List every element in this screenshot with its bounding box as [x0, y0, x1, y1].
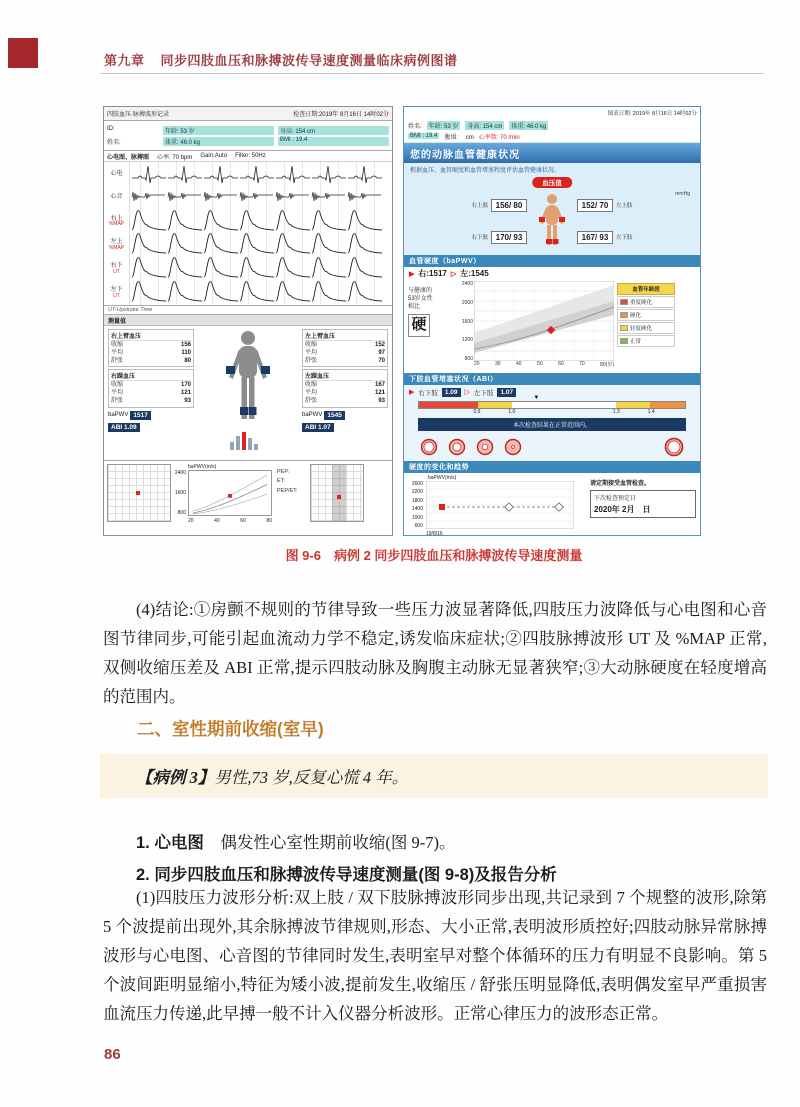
- bp-unit: mmHg: [675, 191, 690, 197]
- section-heading: 二、室性期前收缩(室早): [137, 719, 324, 739]
- waveform-traces: [130, 162, 392, 304]
- abi-right-label: 右下肢: [418, 389, 438, 397]
- next-exam-info: [590, 475, 696, 533]
- abi-result-note: 本次检查结果在正常范围内。: [418, 418, 686, 431]
- case-text: 男性,73 岁,反复心慌 4 年。: [214, 768, 409, 787]
- measurements-section: [104, 315, 392, 461]
- name-label: 姓名:: [408, 123, 422, 130]
- wave-label-left-arm: 左上: [110, 239, 123, 246]
- abi-section-title: 下肢血管堵塞状况（ABI）: [404, 373, 700, 385]
- bapwv-left-value: 1545: [324, 411, 344, 420]
- wave-label-ecg: 心电: [110, 170, 123, 177]
- waveform-labels: 心电 心音 右上 %MAP 左上 %MAP 右下 UT 左下 UT: [104, 162, 130, 305]
- page-number: 86: [104, 1046, 121, 1063]
- abi-left-label: 左下肢: [473, 389, 494, 397]
- abi-right-value: 1.09: [442, 388, 461, 397]
- case-label: 【病例 3】: [136, 768, 215, 787]
- gain-setting: Gain:Auto: [200, 153, 228, 159]
- case-3-box: [100, 754, 768, 798]
- mini-grid-chart-2: [310, 464, 364, 522]
- legend-chip: [620, 338, 628, 344]
- vessel-icon: [448, 438, 466, 456]
- weight-value: 体重: 46.0 kg: [163, 137, 274, 146]
- bp-left-arm-block: 左上臂血压 收缩 152 平均 97 舒张 70: [302, 329, 388, 367]
- wave-section-header: [104, 151, 392, 162]
- report-date: 图表日期: 2019年 8月16日 14时02分: [607, 111, 697, 117]
- vessel-icon: [504, 438, 522, 456]
- abi-left-value: ABI 1.07: [302, 423, 334, 432]
- bp-left-arm: 152/ 70 左上肢: [577, 199, 692, 212]
- left-patient-info: [104, 121, 392, 151]
- trend-section: [404, 461, 700, 535]
- vessel-icon: [476, 438, 494, 456]
- bapwv-right: 右:1517: [418, 269, 447, 278]
- bp-left-ankle-block: 左踝血压 收缩 167 平均 121 舒张 93: [302, 369, 388, 407]
- figure-caption: 图 9-6 病例 2 同步四肢血压和脉搏波传导速度测量: [285, 548, 583, 563]
- abi-section: 下肢血管堵塞状况（ABI） ▶ 右下肢 1.09 ▷ 左下肢 1.07 ▼ 0.9 1.0 1.3 1.4 本次检查结果在正常范围内。: [404, 373, 700, 461]
- bp-right-arm: 右上肢 156/ 80: [412, 199, 527, 212]
- body-figure: [219, 329, 277, 425]
- device-report-left: [103, 106, 393, 536]
- wave-label-pcg: 心音: [110, 194, 123, 201]
- bapwv-label: baPWV: [108, 412, 129, 419]
- exam-date: 检查日期:2019年 8月16日 14时02分: [293, 112, 389, 118]
- legend-chip: [620, 299, 628, 305]
- next-exam-date: 2020年 2月 日: [594, 505, 651, 514]
- height-value: 身高: 154 cm: [465, 121, 504, 130]
- waveform-area: [104, 162, 392, 306]
- figure-9-6: [103, 106, 701, 536]
- wave-label-right-ankle: 右下: [110, 263, 123, 270]
- age-value: 年龄: 53 岁: [427, 121, 461, 130]
- report-subtitle: 根据血压、血管硬度和血管堵塞程度评估血管健康状况。: [404, 163, 700, 175]
- bmi-value: BMI : 19.4: [278, 137, 389, 146]
- name-label: 姓名:: [107, 139, 121, 146]
- body-figure-small: [537, 193, 567, 249]
- vessel-icon-current: [664, 437, 684, 457]
- chapter-header: [104, 50, 458, 69]
- abi-scale-ticks: 0.9 1.0 1.3 1.4: [473, 409, 655, 415]
- comparison-result: 硬: [408, 314, 430, 336]
- heart-rate-value: 心率数: 70 /min: [478, 134, 520, 141]
- left-panel-header: [104, 107, 392, 121]
- wave-label-left-ankle: 左下: [110, 287, 123, 293]
- legend-chip: [620, 312, 628, 318]
- filter-setting: Filter: 50Hz: [235, 153, 266, 159]
- legend-chip: [620, 325, 628, 331]
- bmi-value: BMI : 19.4: [410, 133, 438, 139]
- abi-left-value: 1.07: [497, 388, 516, 397]
- age-value: 年龄: 53 岁: [163, 126, 274, 135]
- bp-left-ankle: 167/ 93 左下肢: [577, 231, 692, 244]
- header-rule: [100, 73, 764, 74]
- vessel-occlusion-icons: [404, 433, 700, 461]
- bapwv-left: 左:1545: [460, 269, 489, 278]
- bp-right-ankle: 右下肢 170/ 93: [412, 231, 527, 244]
- bapwv-percentile-chart: baPWV(m/s) 2400 1600 800 20 40 60 80: [174, 464, 272, 524]
- device-report-right: [403, 106, 701, 536]
- comparison-text: 与健康的 53岁女性 相比 硬: [408, 281, 456, 371]
- timing-values: PEP: ET: PEP/ET:: [277, 469, 298, 494]
- stiffness-legend: 血管年龄段 重度硬化 硬化 轻度硬化 正常: [617, 281, 675, 371]
- trend-section-title: 硬度的变化和趋势: [404, 461, 700, 473]
- height-value: 身高: 154 cm: [278, 126, 389, 135]
- chapter-marker-square: [8, 38, 38, 68]
- list-item-ecg: 1. 心电图 偶发性心室性期前收缩(图 9-7)。: [136, 832, 456, 852]
- weight-value: 体重: 46.0 kg: [509, 121, 548, 130]
- bapwv-label: baPWV: [302, 412, 323, 419]
- mini-grid-chart-1: [107, 464, 171, 522]
- abi-marker-icon: ▼: [533, 395, 540, 401]
- wave-section-title: 心电图、脉搏图: [107, 154, 150, 161]
- time-note: UT-Upstroke Time: [104, 306, 392, 315]
- analysis-paragraph: (1)四肢压力波形分析:双上肢 / 双下肢脉搏波形同步出现,共记录到 7 个规整的波形,除第 5 个波提前出现外,其余脉搏波节律规则,形态、大小正常,表明波形质控好;四肢动脉异常脉搏波形与心电图、心音图的节律同时发生,表明室早对整个体循环的压力有明显不良影响。第 5 个波间距明显缩小,特征为矮小波,提前发生,收缩压 / 舒张压明显降低,表明偶发室早严重损害血流压力传递,此早搏一般不计入仪器分析波形。正常心律压力的波形态正常。: [103, 887, 767, 1023]
- chapter-number: 第九章: [104, 53, 145, 68]
- marker-left-icon: ▷: [450, 270, 457, 278]
- report-title-banner: 您的动脉血管健康状况: [404, 143, 700, 163]
- stiffness-section-title: 血管硬度（baPWV）: [404, 255, 700, 267]
- marker-right-icon: ▶: [409, 270, 415, 278]
- wave-label-right-arm: 右上: [110, 215, 123, 222]
- waist-field: 腹围: cm: [444, 134, 474, 141]
- measure-title: 测量值: [108, 318, 127, 325]
- id-label: ID:: [107, 125, 115, 132]
- stiffness-section: [404, 255, 700, 373]
- abi-scale-bar: [418, 395, 686, 409]
- abi-right-value: ABI 1.09: [108, 423, 140, 432]
- reminder-text: 请定期接受血管检查。: [590, 481, 651, 487]
- mini-charts: [104, 461, 392, 535]
- trend-chart: baPWV(m/s) 2600 2200 1800 1400 1000 600 19/8/16: [408, 475, 586, 533]
- left-panel-title: 四肢血压·脉搏波形记录: [107, 112, 169, 118]
- chapter-title: 同步四肢血压和脉搏波传导速度测量临床病例图谱: [160, 53, 458, 68]
- trend-date: 19/8/16: [426, 531, 443, 536]
- conclusion-paragraph: (4)结论:①房颤不规则的节律导致一些压力波显著降低,四肢压力波降低与心电图和心音图节律同步,可能引起血流动力学不稳定,诱发临床症状;②四肢脉搏波形 UT 及 %MAP 正常,双侧收缩压差及 ABI 正常,提示四肢动脉及胸腹主动脉无显著狭窄;③大动脉硬度在轻度增高的范围内。: [103, 599, 767, 706]
- right-patient-info: [404, 119, 700, 143]
- bp-values-section: [404, 175, 700, 255]
- bp-right-arm-block: 右上臂血压 收缩 156 平均 110 舒张 80: [108, 329, 194, 367]
- list-item-measurement: 2. 同步四肢血压和脉搏波传导速度测量(图 9-8)及报告分析: [136, 865, 557, 884]
- next-exam-label: 下次检查预定日: [594, 496, 637, 502]
- bp-badge: 血压值: [532, 177, 572, 188]
- bp-right-ankle-block: 右踝血压 收缩 170 平均 121 舒张 93: [108, 369, 194, 407]
- vessel-icon: [420, 438, 438, 456]
- pulse-histogram: [228, 428, 268, 450]
- heart-rate: 心率: 70 bpm: [157, 154, 193, 161]
- bapwv-right-value: 1517: [130, 411, 150, 420]
- bapwv-age-chart: 2400 2000 1600 1200 800 20 30 40 50 60 70 80(岁): [461, 281, 614, 368]
